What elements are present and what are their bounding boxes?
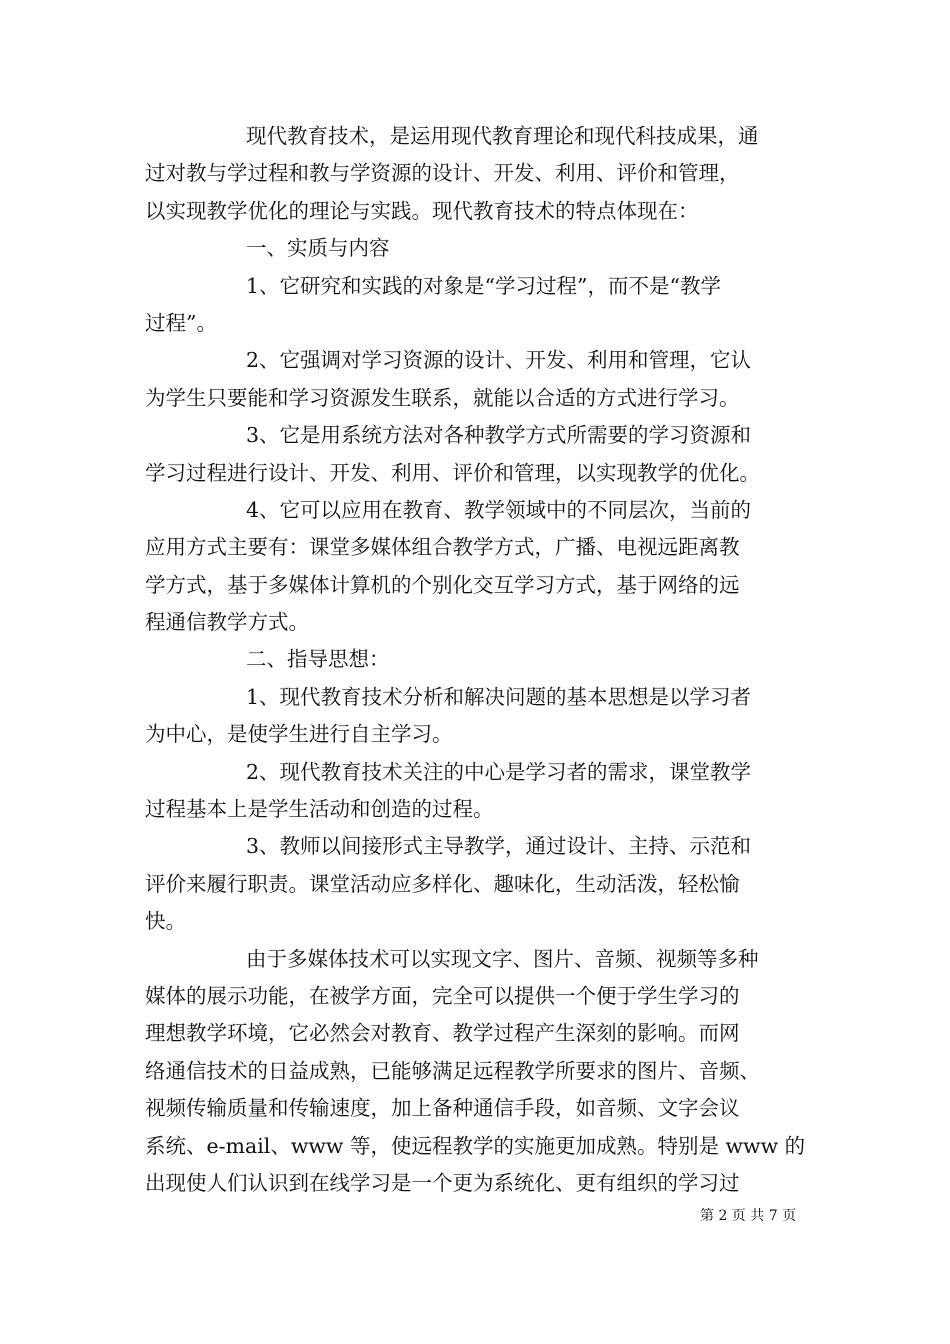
text-line: 过程基本上是学生活动和创造的过程。: [145, 797, 494, 822]
text-line: 学方式，基于多媒体计算机的个别化交互学习方式，基于网络的远: [145, 572, 740, 597]
text-line: 3、它是用系统方法对各种教学方式所需要的学习资源和: [246, 423, 752, 448]
text-line: 理想教学环境，它必然会对教育、教学过程产生深刻的影响。而网: [145, 1021, 740, 1046]
text-line: 现代教育技术，是运用现代教育理论和现代科技成果，通: [246, 124, 759, 148]
text-line: 4、它可以应用在教育、教学领域中的不同层次，当前的: [246, 497, 752, 522]
text-line: 二、指导思想：: [246, 647, 390, 672]
text-line: 2、现代教育技术关注的中心是学习者的需求，课堂教学: [246, 759, 752, 784]
text-line: 一、实质与内容: [246, 236, 390, 261]
text-lines: [145, 118, 825, 1202]
text-line: 2、它强调对学习资源的设计、开发、利用和管理，它认: [246, 348, 752, 373]
text-line: 为中心，是使学生进行自主学习。: [145, 722, 453, 747]
page-number: 第 2 页 共 7 页: [700, 1208, 797, 1224]
text-line: 为学生只要能和学习资源发生联系，就能以合适的方式进行学习。: [145, 385, 740, 410]
text-line: 以实现教学优化的理论与实践。现代教育技术的特点体现在：: [145, 198, 699, 223]
text-line: 应用方式主要有：课堂多媒体组合教学方式，广播、电视远距离教: [145, 535, 740, 560]
text-line: 出现使人们认识到在线学习是一个更为系统化、更有组织的学习过: [145, 1170, 740, 1195]
text-line: 学习过程进行设计、开发、利用、评价和管理，以实现教学的优化。: [145, 460, 760, 485]
text-line: 由于多媒体技术可以实现文字、图片、音频、视频等多种: [246, 946, 759, 971]
text-line: 快。: [145, 909, 186, 934]
document-body: [145, 118, 825, 1202]
text-line: 过程”。: [145, 310, 217, 335]
text-line: 媒体的展示功能，在被学方面，完全可以提供一个便于学生学习的: [145, 983, 740, 1008]
text-line: 评价来履行职责。课堂活动应多样化、趣味化，生动活泼，轻松愉: [145, 871, 740, 896]
text-line: 络通信技术的日益成熟，已能够满足远程教学所要求的图片、音频、: [145, 1058, 760, 1083]
text-line: 1、现代教育技术分析和解决问题的基本思想是以学习者: [246, 684, 752, 709]
text-line: 3、教师以间接形式主导教学，通过设计、主持、示范和: [246, 834, 752, 859]
text-line: 过对教与学过程和教与学资源的设计、开发、利用、评价和管理，: [145, 161, 740, 186]
text-line: 系统、e-mail、www 等，使远程教学的实施更加成熟。特别是 www 的: [145, 1133, 806, 1158]
text-line: 1、它研究和实践的对象是“学习过程”，而不是“教学: [246, 273, 721, 298]
text-line: 视频传输质量和传输速度，加上备种通信手段，如音频、文字会议: [145, 1096, 740, 1121]
text-line: 程通信教学方式。: [145, 610, 309, 635]
